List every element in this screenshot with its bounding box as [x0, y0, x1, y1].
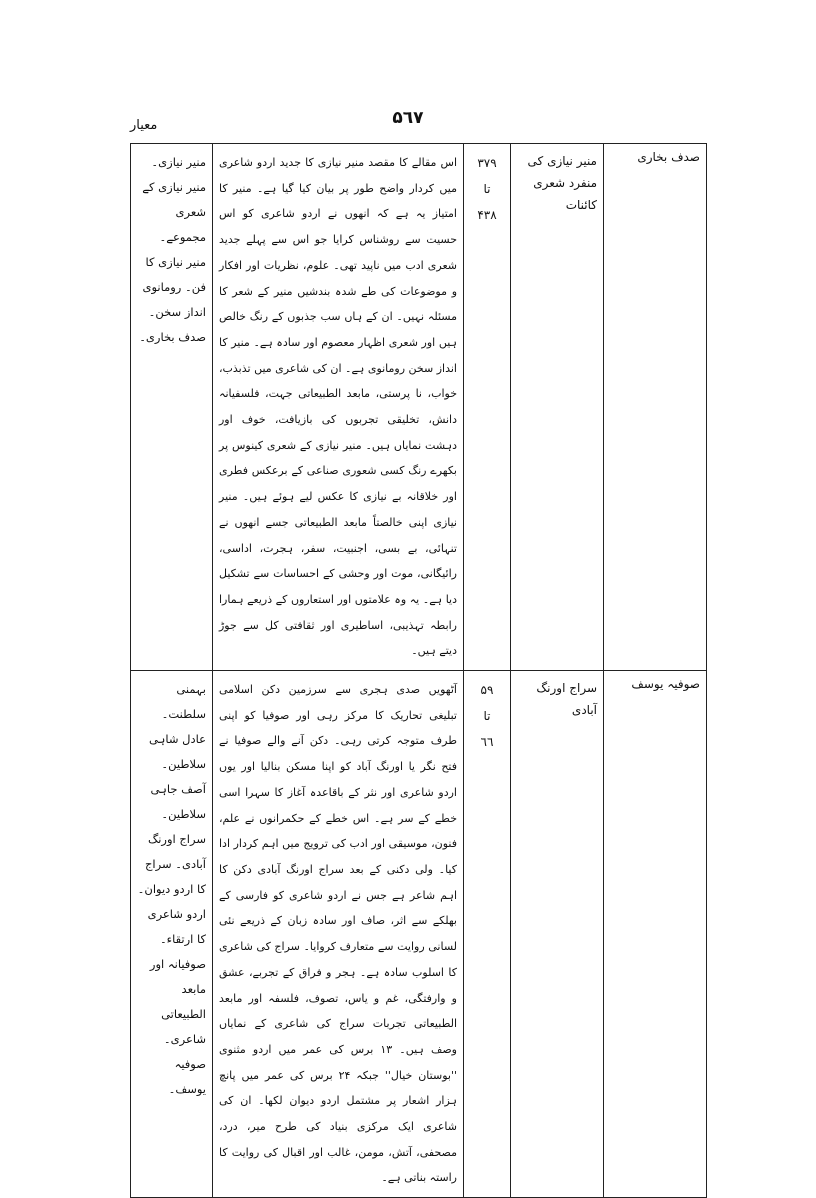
title-cell: سراج اورنگ آبادی	[511, 671, 604, 1198]
pages-separator: تا	[483, 182, 491, 196]
keywords-cell: بہمنی سلطنت۔ عادل شاہی سلاطین۔ آصف جاہی سلاطین۔ سراج اورنگ آبادی۔ سراج کا اردو دیوان۔ اردو شاعری کا ارتقاء۔ صوفیانہ اور مابعد الطبیعاتی شاعری۔ صوفیہ یوسف۔	[131, 671, 213, 1198]
keywords-cell: منیر نیازی۔ منیر نیازی کے شعری مجموعے۔ منیر نیازی کا فن۔ رومانوی انداز سخن۔ صدف بخاری۔	[131, 144, 213, 671]
table-row	[131, 144, 707, 671]
pages-from: ۳۷۹	[477, 156, 497, 170]
records-table	[130, 143, 707, 1198]
pages-from: ۵۹	[480, 683, 494, 698]
title-cell: منیر نیازی کی منفرد شعری کائنات	[511, 144, 604, 671]
page-number: ۵٦۷	[392, 108, 424, 128]
pages-to: ۴۳۸	[477, 208, 497, 222]
table-row	[131, 671, 707, 1198]
abstract-cell: اس مقالے کا مقصد منیر نیازی کا جدید اردو شاعری میں کردار واضح طور پر بیان کیا گیا ہے۔ منیر کا امتیاز یہ ہے کہ انھوں نے اردو شاعری کو اس حسیت سے روشناس کرایا جو اس سے پہلے جدید شعری ادب میں ناپید تھی۔ علوم، نظریات اور افکار و موضوعات کی طے شدہ بندشیں منیر کے شعر کا مسئلہ نہیں۔ ان کے ہاں سب جذبوں کے رنگ خالص ہیں اور شعری اظہار معصوم اور سادہ ہے۔ منیر کا انداز سخن رومانوی ہے۔ ان کی شاعری میں تذبذب، خواب، نا پرستی، مابعد الطبیعاتی جہت، فلسفیانہ دانش، تخلیقی تجربوں کی بازیافت، خوف اور دہشت نمایاں ہیں۔ منیر نیازی کے شعری کینوس پر بکھرے رنگ کسی شعوری صناعی کے برعکس فطری اور خلاقانہ بے نیازی کا عکس لیے ہوئے ہیں۔ منیر نیازی اپنی خالصتاً مابعد الطبیعاتی جسے انھوں نے تنہائی، بے بسی، اجنبیت، سفر، ہجرت، اداسی، رائیگانی، موت اور وحشی کے احساسات سے تشکیل دیا ہے۔ یہ وہ علامتوں اور استعاروں کے ذریعے ہمارا رابطہ تہذیبی، اساطیری اور ثقافتی کل سے جوڑ دیتے ہیں۔	[213, 144, 464, 671]
abstract-cell: آٹھویں صدی ہجری سے سرزمین دکن اسلامی تبلیغی تحاریک کا مرکز رہی اور صوفیا کو اپنی طرف متوجہ کرتی رہی۔ دکن آنے والے صوفیا نے فتح نگر یا اورنگ آباد کو اپنا مسکن بنالیا اور یوں اردو شاعری اور نثر کے باقاعدہ آغاز کا سہرا اسی خطے کے سر ہے۔ اس خطے کے حکمرانوں نے علم، فنون، موسیقی اور ادب کی ترویج میں اہم کردار ادا کیا۔ ولی دکنی کے بعد سراج اورنگ آبادی دکن کا اہم شاعر ہے جس نے اردو شاعری کو فارسی کے بھلکے سے اثر، صاف اور سادہ زبان کے ذریعے نئی لسانی روایت سے متعارف کروایا۔ سراج کی شاعری کا اسلوب سادہ ہے۔ ہجر و فراق کے تجربے، عشق و وارفتگی، غم و یاس، تصوف، فلسفہ اور مابعد الطبیعاتی تجربات سراج کی شاعری کے نمایاں وصف ہیں۔ ۱۳ برس کی عمر میں اردو مثنوی ''بوستان خیال'' جبکہ ۲۴ برس کی عمر میں پانچ ہزار اشعار پر مشتمل اردو دیوان لکھا۔ ان کی شاعری ایک مرکزی بنیاد کی طرح میر، درد، مصحفی، آتش، مومن، غالب اور اقبال کی روایت کا راستہ بناتی ہے۔	[213, 671, 464, 1198]
pages-cell	[464, 144, 511, 671]
author-cell: صوفیہ یوسف	[604, 671, 707, 1198]
pages-cell	[464, 671, 511, 1198]
pages-to: ٦٦	[480, 735, 494, 750]
journal-name: معیار	[130, 118, 158, 133]
author-cell: صدف بخاری	[604, 144, 707, 671]
pages-separator: تا	[483, 709, 491, 724]
